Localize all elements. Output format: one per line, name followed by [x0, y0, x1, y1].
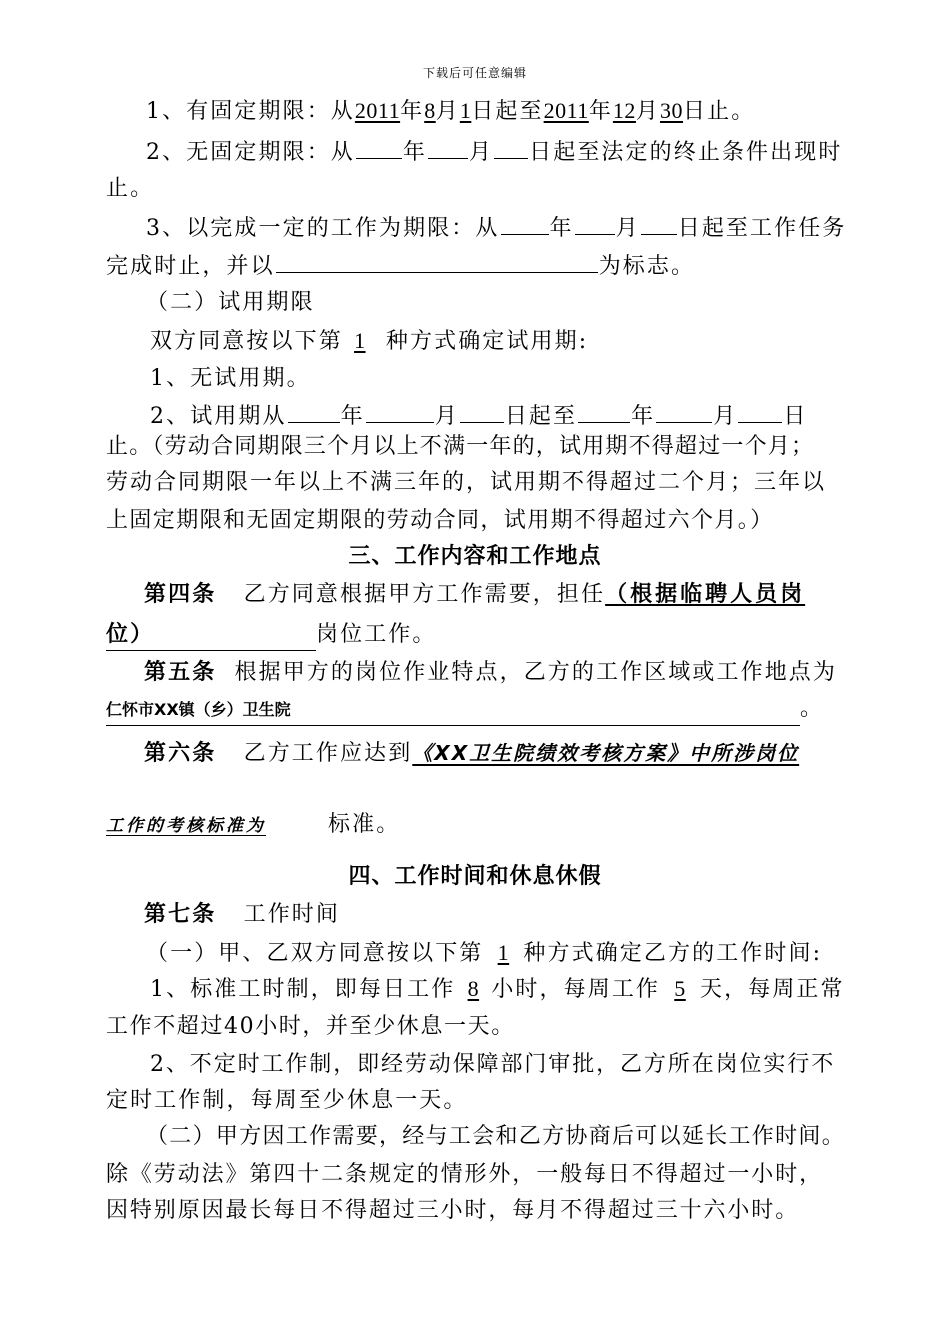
standard-hours-post: 天，每周正常 — [700, 977, 845, 1002]
work-time-choice-pre: （一）甲、乙双方同意按以下第 — [146, 941, 484, 966]
overtime-2: 除《劳动法》第四十二条规定的情形外，一般每日不得超过一小时， — [106, 1162, 824, 1187]
article-6-standard-value-cont: 工作的考核标准为 — [106, 816, 266, 836]
article-6-standard-value: 《XX卫生院绩效考核方案》中所涉岗位 — [412, 741, 800, 765]
blank-year[interactable] — [288, 400, 340, 423]
text-year: 年 — [588, 99, 613, 124]
term-task-cont-post: 为标志。 — [598, 254, 696, 279]
article-6-cont — [0, 810, 950, 841]
article-6-text: 乙方工作应达到 — [243, 741, 413, 766]
text-from-to: 日起至 — [471, 99, 544, 124]
term-fixed-end-day: 30 — [660, 98, 684, 123]
article-5-end: 。 — [800, 696, 825, 721]
term-open-text: 日起至法定的终止条件出现时 — [529, 140, 843, 165]
section-3-title: 三、工作内容和工作地点 — [348, 544, 602, 569]
text-year: 年 — [549, 216, 574, 241]
flexible-hours-2: 定时工作制，每周至少休息一天。 — [106, 1088, 468, 1113]
term-task-line — [0, 212, 950, 244]
text-year: 年 — [631, 404, 656, 429]
article-4-cont — [0, 620, 950, 651]
term-fixed-start-year: 2011 — [354, 98, 401, 123]
term-open-label: 2、无固定期限：从 — [146, 140, 355, 165]
standard-hours-pre: 1、标准工时制，即每日工作 — [150, 977, 456, 1002]
blank-year[interactable] — [501, 212, 549, 235]
term-task-cont — [0, 250, 950, 282]
probation-opt2 — [0, 400, 950, 432]
term-fixed-label: 1、有固定期限：从 — [146, 99, 355, 124]
text-month: 月 — [469, 140, 494, 165]
flexible-hours-1: 2、不定时工作制，即经劳动保障部门审批，乙方所在岗位实行不 — [150, 1052, 836, 1077]
term-fixed-line — [0, 96, 950, 127]
blank-day[interactable] — [494, 136, 528, 159]
work-time-choice — [0, 938, 950, 969]
article-6-label: 第六条 — [144, 741, 217, 766]
article-5-text: 根据甲方的岗位作业特点，乙方的工作区域或工作地点为 — [234, 660, 838, 685]
text-year: 年 — [340, 404, 365, 429]
term-fixed-start-month: 8 — [424, 98, 436, 123]
text-day: 日 — [783, 404, 808, 429]
text-year: 年 — [400, 99, 425, 124]
article-5-label: 第五条 — [144, 660, 217, 685]
text-month: 月 — [435, 99, 460, 124]
standard-hours-cont: 工作不超过40小时，并至少休息一天。 — [106, 1014, 515, 1039]
page-header-watermark: 下载后可任意编辑 — [422, 66, 527, 80]
text-end: 日止。 — [683, 99, 756, 124]
article-4-position-value: （根据临聘人员岗 — [605, 582, 806, 607]
term-task-text: 日起至工作任务 — [677, 216, 847, 241]
blank-completion-sign[interactable] — [276, 250, 598, 273]
blank-day[interactable] — [641, 212, 677, 235]
probation-choice — [0, 326, 950, 357]
article-6-post: 标准。 — [328, 812, 401, 837]
probation-choice-pre: 双方同意按以下第 — [150, 329, 343, 354]
article-4-label: 第四条 — [144, 582, 217, 607]
standard-hours — [0, 974, 950, 1005]
text-year: 年 — [402, 140, 428, 165]
article-6 — [0, 738, 950, 769]
term-fixed-end-month: 12 — [612, 98, 636, 123]
term-open-line — [0, 136, 950, 168]
term-open-cont: 止。 — [106, 176, 155, 201]
article-7 — [0, 900, 950, 930]
text-month: 月 — [434, 404, 459, 429]
section-4-title: 四、工作时间和休息休假 — [348, 864, 602, 889]
blank-year[interactable] — [356, 136, 402, 159]
standard-hours-mid: 小时，每周工作 — [491, 977, 661, 1002]
article-4-text: 乙方同意根据甲方工作需要，担任 — [243, 582, 606, 607]
daily-hours-value: 8 — [467, 976, 480, 1001]
article-4-position-value-cont: 位） — [106, 620, 316, 651]
term-fixed-start-day: 1 — [459, 98, 472, 123]
text-month: 月 — [635, 99, 661, 124]
blank-month[interactable] — [575, 212, 615, 235]
article-4-post: 岗位工作。 — [316, 622, 437, 647]
work-time-choice-value: 1 — [497, 940, 510, 965]
term-task-cont-pre: 完成时止，并以 — [106, 254, 275, 279]
probation-title: （二）试用期限 — [146, 290, 315, 315]
blank-month[interactable] — [656, 400, 712, 423]
article-5 — [0, 658, 950, 688]
probation-note-1: 止。（劳动合同期限三个月以上不满一年的，试用期不得超过一个月； — [106, 434, 815, 459]
term-fixed-end-year: 2011 — [543, 98, 589, 123]
probation-opt2-pre: 2、试用期从 — [150, 404, 287, 429]
probation-note-2: 劳动合同期限一年以上不满三年的，试用期不得超过二个月；三年以 — [106, 470, 827, 495]
blank-month[interactable] — [428, 136, 468, 159]
probation-opt1: 1、无试用期。 — [150, 366, 311, 391]
overtime-1: （二）甲方因工作需要，经与工会和乙方协商后可以延长工作时间。 — [146, 1124, 846, 1149]
probation-note-3: 上固定期限和无固定期限的劳动合同，试用期不得超过六个月。） — [106, 508, 774, 533]
article-4 — [0, 580, 950, 610]
article-5-work-place: 仁怀市XX镇（乡）卫生院 — [106, 695, 800, 726]
article-7-text: 工作时间 — [243, 902, 340, 927]
blank-month[interactable] — [366, 400, 434, 423]
text-month: 月 — [713, 404, 738, 429]
text-month: 月 — [615, 216, 640, 241]
weekly-days-value: 5 — [674, 976, 686, 1001]
probation-choice-post: 种方式确定试用期: — [385, 329, 589, 354]
article-7-label: 第七条 — [144, 902, 217, 927]
term-task-label: 3、以完成一定的工作为期限：从 — [146, 216, 500, 241]
blank-day[interactable] — [460, 400, 504, 423]
article-5-place-line — [0, 694, 950, 726]
probation-choice-value: 1 — [354, 328, 366, 353]
blank-day[interactable] — [738, 400, 782, 423]
overtime-3: 因特别原因最长每日不得超过三小时，每月不得超过三十六小时。 — [106, 1198, 800, 1223]
work-time-choice-post: 种方式确定乙方的工作时间: — [523, 941, 823, 966]
blank-year[interactable] — [578, 400, 630, 423]
text-from-to: 日起至 — [504, 404, 578, 429]
